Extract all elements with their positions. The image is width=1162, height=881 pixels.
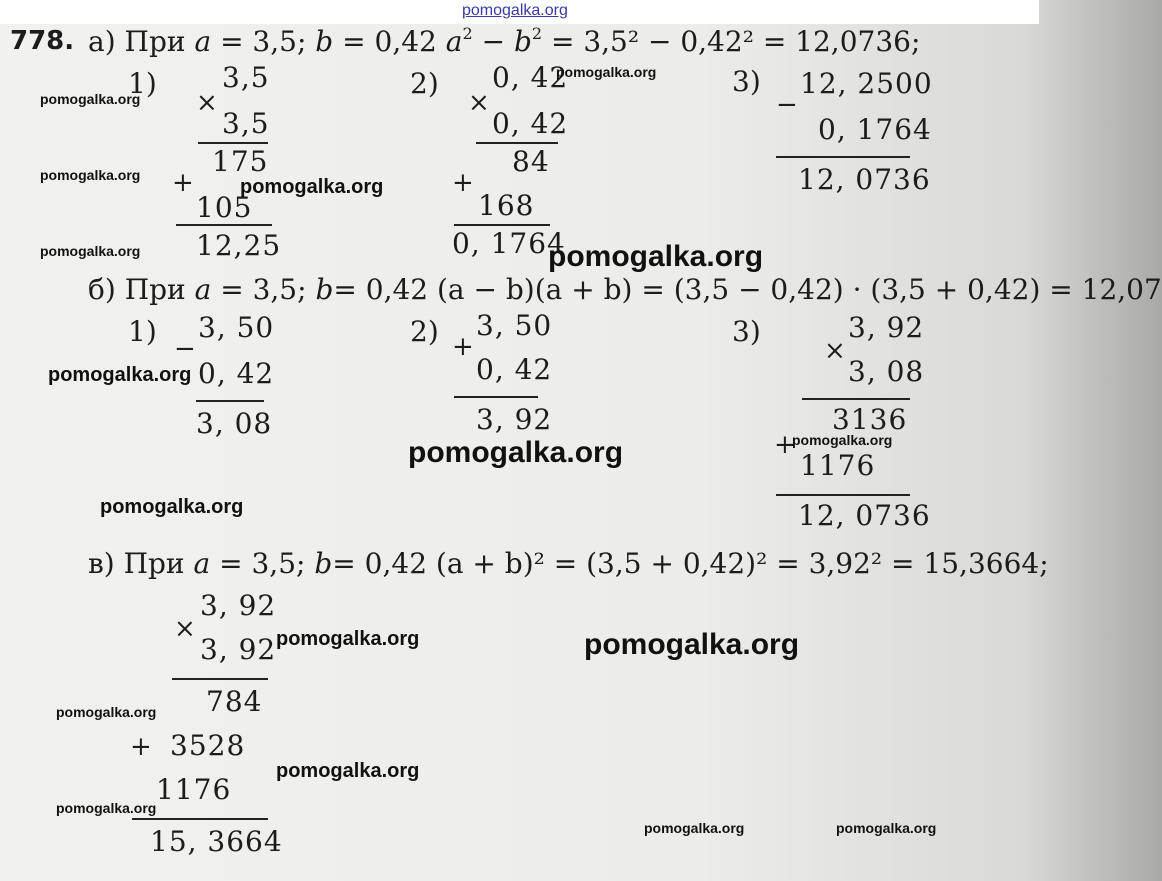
c-partial-3: 1176 <box>156 773 232 806</box>
b2-addend-1: 3, 50 <box>476 309 553 342</box>
watermark: pomogalka.org <box>56 704 157 720</box>
c-mult-sign: × <box>174 614 196 644</box>
c-result: 15, 3664 <box>150 825 283 858</box>
b1-minuend: 3, 50 <box>198 311 275 344</box>
a2-partial-2: 168 <box>478 189 535 222</box>
var-a: a <box>193 547 211 580</box>
var-b-sq: b <box>513 25 532 58</box>
exp-2: 2 <box>462 24 473 43</box>
b1-minus-sign: − <box>174 334 196 364</box>
a1-result: 12,25 <box>196 229 282 262</box>
b3-partial-2: 1176 <box>800 449 876 482</box>
b3-mult-sign: × <box>824 336 846 366</box>
b1-rule <box>196 400 264 402</box>
c-factor-2: 3, 92 <box>200 633 277 666</box>
a2-partial-1: 84 <box>512 145 550 178</box>
part-a-minus: − <box>481 25 514 58</box>
watermark: pomogalka.org <box>276 760 420 782</box>
a3-result: 12, 0736 <box>798 163 931 196</box>
a1-plus-sign: + <box>172 168 194 198</box>
b1-label: 1) <box>128 315 157 348</box>
var-a: a <box>194 273 212 306</box>
a3-subtrahend: 0, 1764 <box>818 113 932 146</box>
a2-plus-sign: + <box>452 168 474 198</box>
b2-addend-2: 0, 42 <box>476 353 553 386</box>
part-c-label: в) <box>88 547 115 580</box>
b1-result: 3, 08 <box>196 407 273 440</box>
site-link[interactable]: pomogalka.org <box>462 2 568 19</box>
var-b: b <box>315 273 334 306</box>
watermark: pomogalka.org <box>408 436 624 469</box>
part-c-statement <box>88 547 1049 580</box>
watermark: pomogalka.org <box>584 628 800 661</box>
b1-subtrahend: 0, 42 <box>198 357 275 390</box>
part-c-expr: = 0,42 (a + b)² = (3,5 + 0,42)² = 3,92² = 15,3664; <box>332 547 1049 580</box>
b3-partial-1: 3136 <box>832 403 908 436</box>
part-b-label: б) <box>88 273 116 306</box>
c-partial-2: 3528 <box>170 729 246 762</box>
problem-number: 778. <box>10 26 75 56</box>
a3-minus-sign: − <box>776 90 798 120</box>
watermark: pomogalka.org <box>548 240 764 273</box>
a3-rule <box>776 156 910 158</box>
part-b-statement <box>88 273 1162 306</box>
b2-rule <box>454 396 538 398</box>
watermark: pomogalka.org <box>56 800 157 816</box>
part-a-result: = 3,5² − 0,42² = 12,0736; <box>550 25 921 58</box>
c-rule-2 <box>132 818 268 820</box>
c-factor-1: 3, 92 <box>200 589 277 622</box>
part-c-prefix: При <box>123 547 185 580</box>
part-c-a-value: = 3,5; <box>219 547 306 580</box>
part-b-expr: = 0,42 (a − b)(a + b) = (3,5 − 0,42) · (3,5 + 0,42) = 12,07 <box>333 273 1162 306</box>
b3-result: 12, 0736 <box>798 499 931 532</box>
a1-rule-1 <box>198 142 268 144</box>
watermark: pomogalka.org <box>40 243 141 259</box>
a2-label: 2) <box>410 67 439 100</box>
c-plus-sign: + <box>130 732 152 762</box>
a1-label: 1) <box>128 67 157 100</box>
b2-label: 2) <box>410 315 439 348</box>
c-rule-1 <box>172 678 268 680</box>
a2-result: 0, 1764 <box>452 227 566 260</box>
b3-factor-1: 3, 92 <box>848 311 925 344</box>
watermark: pomogalka.org <box>556 64 657 80</box>
a2-factor-1: 0, 42 <box>492 61 569 94</box>
a2-rule-1 <box>476 142 558 144</box>
a2-mult-sign: × <box>468 88 490 118</box>
watermark: pomogalka.org <box>40 167 141 183</box>
b3-rule-2 <box>776 494 910 496</box>
watermark: pomogalka.org <box>240 176 384 198</box>
part-a-statement <box>88 24 921 58</box>
b3-label: 3) <box>732 315 761 348</box>
b2-result: 3, 92 <box>476 403 553 436</box>
b3-plus-sign: + <box>774 430 796 460</box>
a2-factor-2: 0, 42 <box>492 107 569 140</box>
var-a-sq: a <box>445 25 463 58</box>
c-partial-1: 784 <box>206 685 263 718</box>
a2-rule-2 <box>454 224 550 226</box>
exp-2b: 2 <box>531 24 543 43</box>
a1-mult-sign: × <box>196 88 218 118</box>
watermark: pomogalka.org <box>792 432 893 448</box>
var-a: a <box>194 25 212 58</box>
part-a-b-value: = 0,42 <box>342 25 437 58</box>
a1-factor-1: 3,5 <box>222 61 270 94</box>
a1-rule-2 <box>176 224 272 226</box>
part-a-a-value: = 3,5; <box>220 25 307 58</box>
part-a-prefix: При <box>124 25 186 58</box>
watermark: pomogalka.org <box>836 820 937 836</box>
b3-rule-1 <box>802 398 910 400</box>
watermark: pomogalka.org <box>644 820 745 836</box>
a3-label: 3) <box>732 65 761 98</box>
a1-factor-2: 3,5 <box>222 107 270 140</box>
watermark: pomogalka.org <box>100 496 244 518</box>
b2-plus-sign: + <box>452 332 474 362</box>
watermark: pomogalka.org <box>40 91 141 107</box>
part-b-a-value: = 3,5; <box>220 273 307 306</box>
a1-partial-2: 105 <box>196 191 253 224</box>
watermark: pomogalka.org <box>276 628 420 650</box>
b3-factor-2: 3, 08 <box>848 355 925 388</box>
part-a-label: а) <box>88 25 116 58</box>
part-b-prefix: При <box>124 273 186 306</box>
var-b: b <box>314 547 333 580</box>
watermark: pomogalka.org <box>48 364 192 386</box>
a1-partial-1: 175 <box>212 145 269 178</box>
a3-minuend: 12, 2500 <box>800 67 933 100</box>
var-b: b <box>315 25 334 58</box>
